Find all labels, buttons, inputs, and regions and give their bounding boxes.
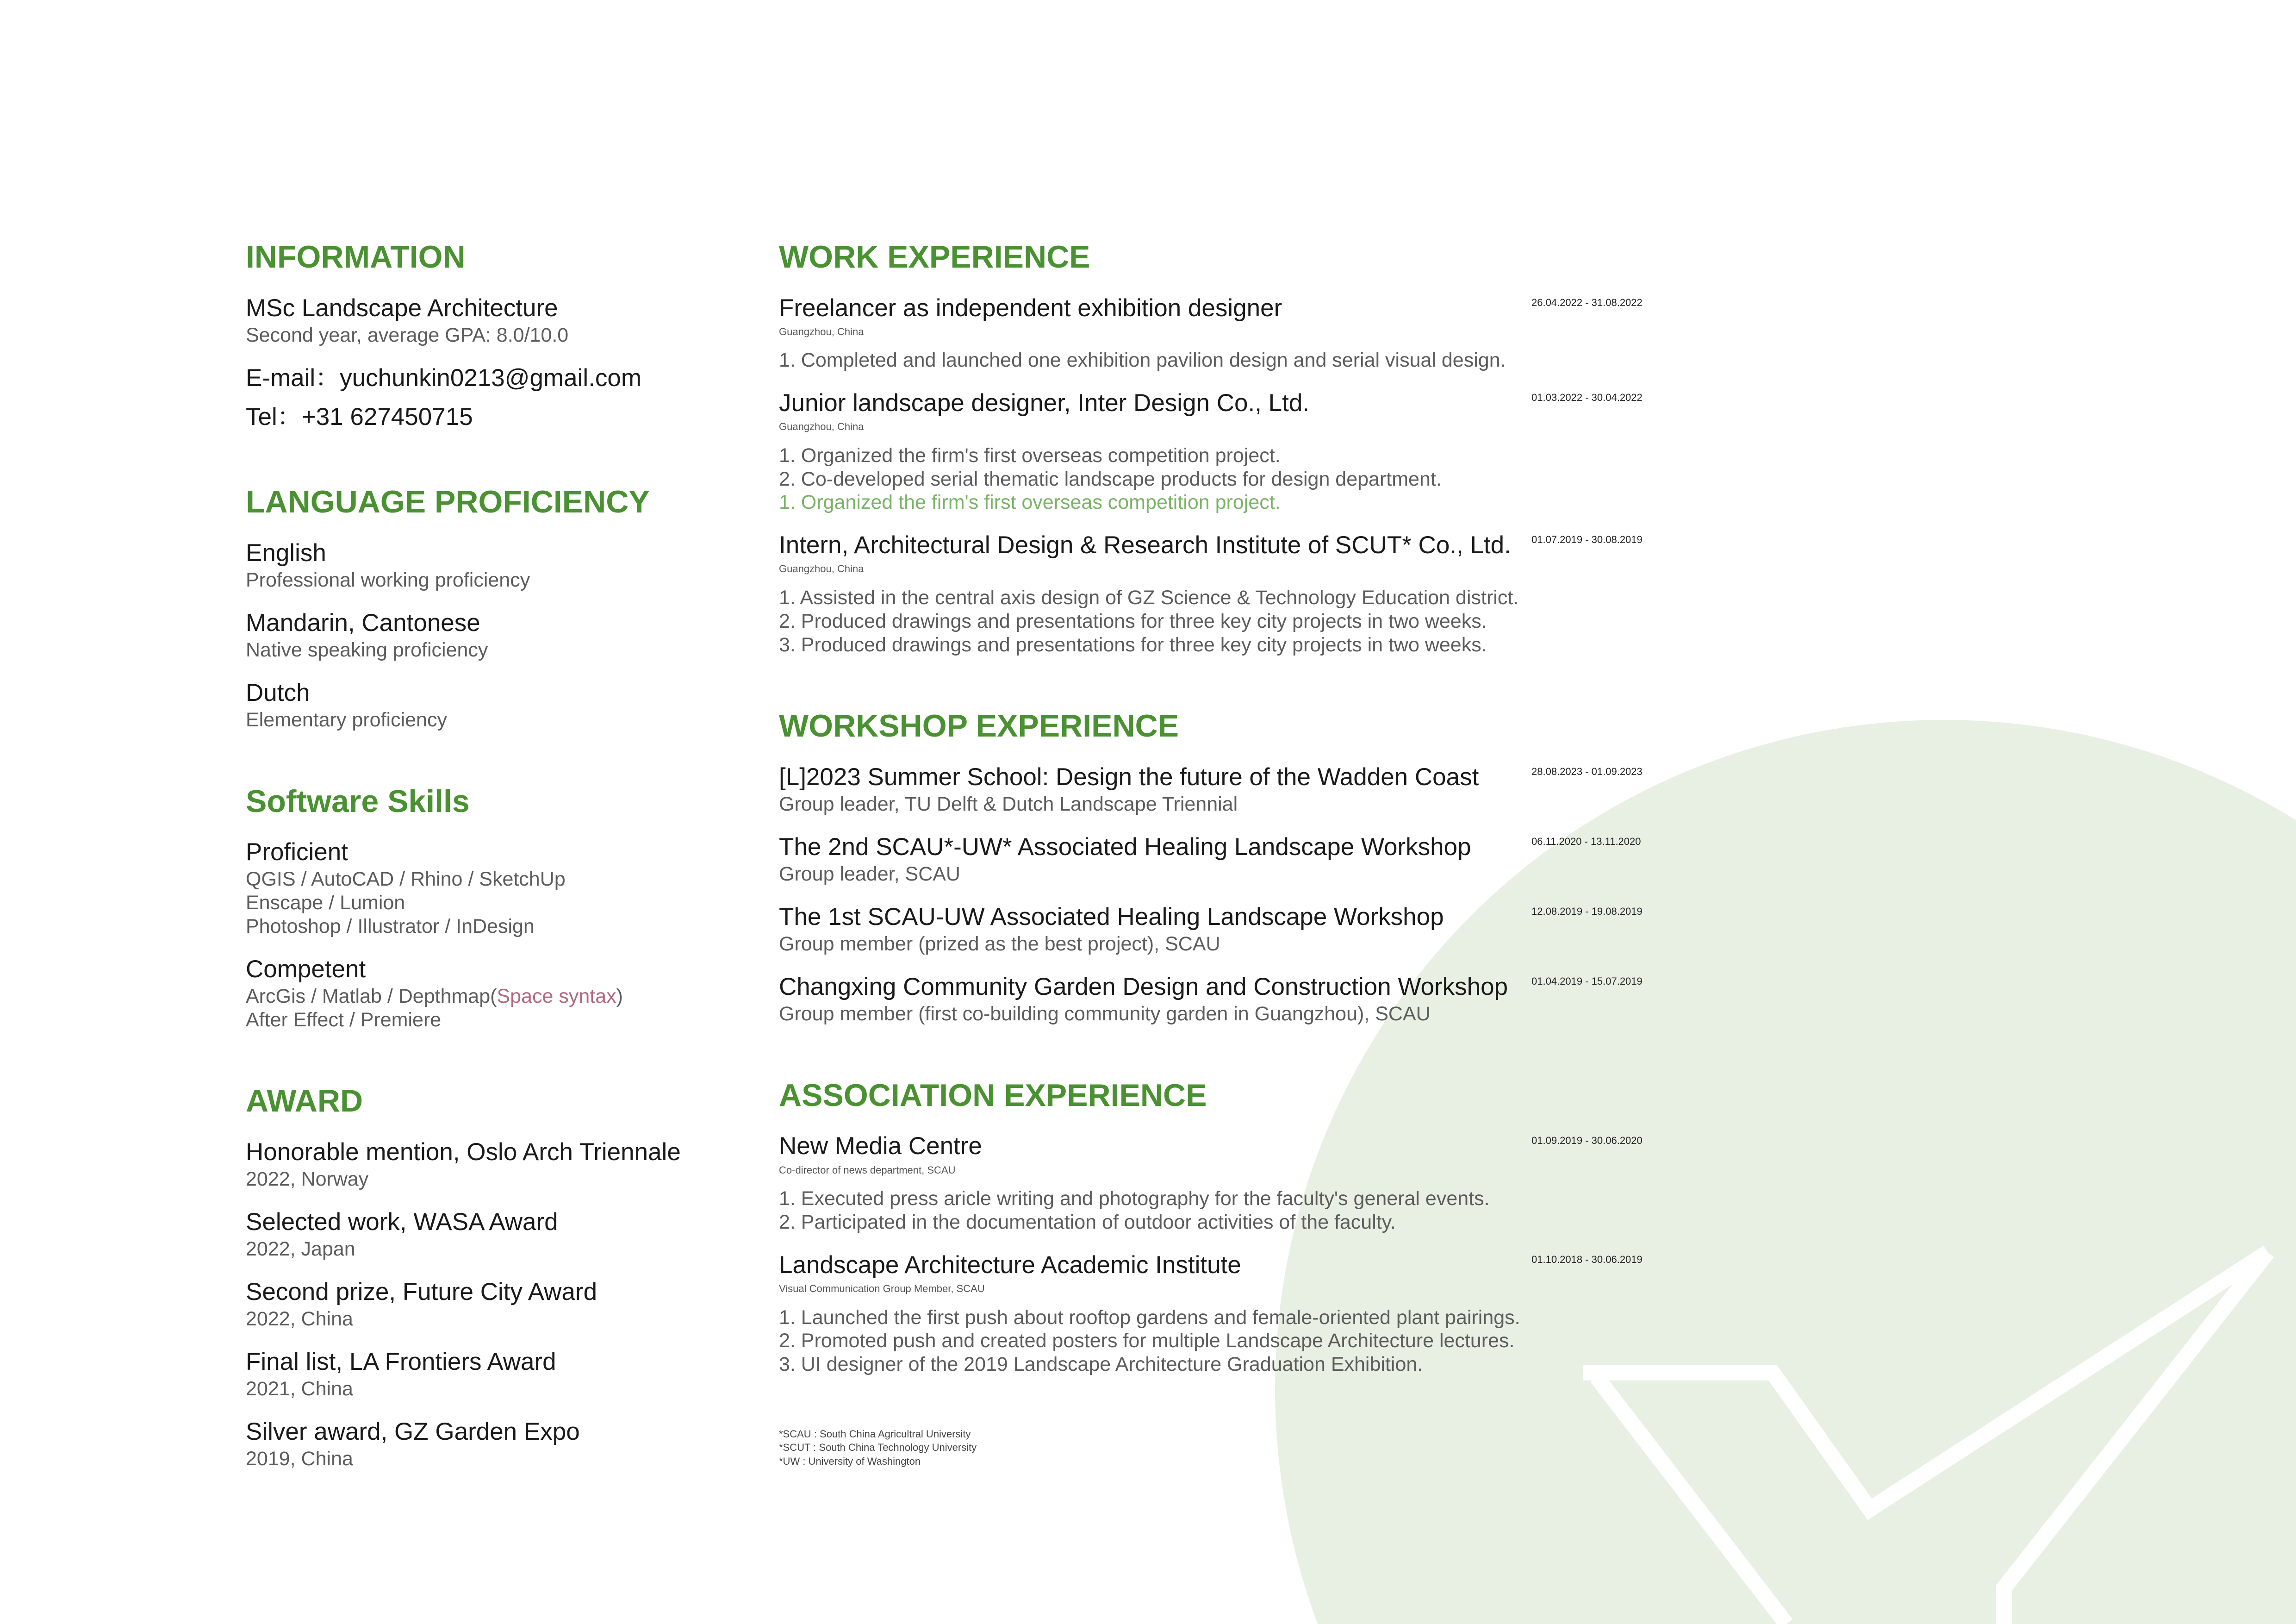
workshop-heading: WORKSHOP EXPERIENCE — [779, 708, 1179, 744]
award-detail: 2022, Japan — [246, 1238, 355, 1261]
work-heading: WORK EXPERIENCE — [779, 239, 1090, 275]
association-heading: ASSOCIATION EXPERIENCE — [779, 1077, 1207, 1113]
workshop-title: The 2nd SCAU*-UW* Associated Healing Landscape Workshop — [779, 833, 1471, 861]
award-heading: AWARD — [246, 1083, 363, 1119]
association-title: New Media Centre — [779, 1132, 982, 1160]
language-level: Elementary proficiency — [246, 708, 447, 731]
software-line: Photoshop / Illustrator / InDesign — [246, 915, 535, 937]
association-date: 01.09.2019 - 30.06.2020 — [1531, 1135, 1643, 1147]
competent-group — [246, 954, 746, 1032]
award-title: Final list, LA Frontiers Award — [246, 1348, 556, 1375]
award-item — [246, 1207, 746, 1261]
workshop-detail: Group leader, SCAU — [779, 863, 960, 886]
award-title: Silver award, GZ Garden Expo — [246, 1418, 580, 1445]
work-bullet: 2. Co-developed serial thematic landscape products for design department. — [779, 468, 1442, 490]
workshop-detail: Group member (first co-building community garden in Guangzhou), SCAU — [779, 1003, 1431, 1025]
work-location: Guangzhou, China — [779, 563, 864, 575]
workshop-detail: Group leader, TU Delft & Dutch Landscape Triennial — [779, 793, 1238, 816]
software-line: Enscape / Lumion — [246, 892, 405, 914]
workshop-title: Changxing Community Garden Design and Construction Workshop — [779, 973, 1508, 1000]
work-bullet: 1. Assisted in the central axis design of GZ Science & Technology Education district. — [779, 587, 1519, 609]
work-bullet: 2. Produced drawings and presentations for three key city projects in two weeks. — [779, 610, 1487, 632]
work-title: Intern, Architectural Design & Research Institute of SCUT* Co., Ltd. — [779, 531, 1511, 559]
work-date: 01.07.2019 - 30.08.2019 — [1531, 534, 1643, 546]
language-level: Professional working proficiency — [246, 568, 530, 591]
work-bullet: 3. Produced drawings and presentations for three key city projects in two weeks. — [779, 633, 1487, 656]
tel-item — [246, 402, 746, 432]
language-item — [246, 538, 746, 592]
work-section — [779, 238, 1658, 656]
footnote: *UW : University of Washington — [779, 1455, 921, 1468]
association-item — [779, 1131, 1658, 1234]
degree-item — [246, 293, 746, 347]
association-item — [779, 1250, 1658, 1376]
software-section — [246, 783, 746, 1032]
workshop-section — [779, 707, 1658, 1026]
workshop-item — [779, 832, 1658, 886]
footnotes — [779, 1427, 1658, 1468]
association-bullet: 2. Participated in the documentation of outdoor activities of the faculty. — [779, 1211, 1396, 1233]
proficient-group — [246, 837, 746, 938]
tel-text: Tel：+31 627450715 — [246, 403, 473, 431]
workshop-date: 28.08.2023 - 01.09.2023 — [1531, 765, 1643, 777]
work-item — [779, 530, 1658, 656]
association-role: Co-director of news department, SCAU — [779, 1164, 956, 1176]
language-name: Mandarin, Cantonese — [246, 609, 480, 637]
award-title: Selected work, WASA Award — [246, 1208, 558, 1236]
software-line: QGIS / AutoCAD / Rhino / SketchUp — [246, 868, 566, 891]
left-column — [246, 238, 746, 1487]
competent-label: Competent — [246, 955, 366, 983]
software-line: After Effect / Premiere — [246, 1008, 442, 1031]
software-line — [246, 985, 746, 1008]
workshop-date: 01.04.2019 - 15.07.2019 — [1531, 975, 1643, 987]
workshop-date: 06.11.2020 - 13.11.2020 — [1531, 835, 1641, 847]
language-heading: LANGUAGE PROFICIENCY — [246, 484, 650, 520]
footnote: *SCUT : South China Technology University — [779, 1442, 977, 1454]
work-item — [779, 388, 1658, 514]
language-level: Native speaking proficiency — [246, 638, 488, 661]
award-detail: 2019, China — [246, 1448, 353, 1470]
association-bullet: 2. Promoted push and created posters for multiple Landscape Architecture lectures. — [779, 1330, 1515, 1352]
language-section — [246, 483, 746, 732]
award-section — [246, 1082, 746, 1471]
work-location: Guangzhou, China — [779, 421, 864, 433]
software-line-suffix: ) — [616, 985, 623, 1007]
association-date: 01.10.2018 - 30.06.2019 — [1531, 1253, 1643, 1265]
workshop-item — [779, 762, 1658, 816]
work-bullet-highlight: 1. Organized the firm's first overseas competition project. — [779, 491, 1281, 514]
workshop-title: [L]2023 Summer School: Design the future of the Wadden Coast — [779, 763, 1479, 791]
award-detail: 2022, China — [246, 1308, 353, 1330]
information-section — [246, 238, 746, 432]
information-heading: INFORMATION — [246, 239, 466, 275]
association-section — [779, 1077, 1658, 1376]
award-title: Second prize, Future City Award — [246, 1278, 597, 1305]
language-item — [246, 678, 746, 732]
work-bullet: 1. Completed and launched one exhibition pavilion design and serial visual design. — [779, 349, 1506, 372]
degree-title: MSc Landscape Architecture — [246, 294, 558, 322]
association-title: Landscape Architecture Academic Institute — [779, 1251, 1241, 1279]
work-bullet: 1. Organized the firm's first overseas competition project. — [779, 444, 1281, 467]
award-item — [246, 1137, 746, 1191]
space-syntax-note: Space syntax — [497, 985, 616, 1007]
email-item — [246, 363, 746, 394]
workshop-item — [779, 972, 1658, 1026]
award-detail: 2022, Norway — [246, 1168, 369, 1191]
software-line-prefix: ArcGis / Matlab / Depthmap( — [246, 985, 497, 1007]
work-title: Freelancer as independent exhibition designer — [779, 294, 1282, 322]
work-title: Junior landscape designer, Inter Design Co., Ltd. — [779, 389, 1310, 417]
right-column — [779, 238, 1658, 1468]
work-date: 26.04.2022 - 31.08.2022 — [1531, 296, 1643, 308]
award-item — [246, 1417, 746, 1471]
association-bullet: 1. Executed press aricle writing and photography for the faculty's general events. — [779, 1187, 1490, 1210]
work-location: Guangzhou, China — [779, 325, 864, 337]
software-heading: Software Skills — [246, 783, 470, 819]
language-name: English — [246, 539, 326, 567]
association-bullet: 3. UI designer of the 2019 Landscape Architecture Graduation Exhibition. — [779, 1353, 1423, 1376]
email-text: E-mail：yuchunkin0213@gmail.com — [246, 364, 642, 392]
workshop-detail: Group member (prized as the best project), SCAU — [779, 933, 1220, 956]
work-item — [779, 293, 1658, 373]
association-role: Visual Communication Group Member, SCAU — [779, 1282, 985, 1294]
award-detail: 2021, China — [246, 1378, 353, 1400]
footnote: *SCAU : South China Agricultral University — [779, 1428, 971, 1440]
proficient-label: Proficient — [246, 838, 348, 866]
award-item — [246, 1277, 746, 1331]
language-name: Dutch — [246, 679, 310, 706]
workshop-title: The 1st SCAU-UW Associated Healing Landscape Workshop — [779, 903, 1444, 931]
award-title: Honorable mention, Oslo Arch Triennale — [246, 1138, 681, 1166]
award-item — [246, 1347, 746, 1401]
work-date: 01.03.2022 - 30.04.2022 — [1531, 392, 1643, 404]
language-item — [246, 608, 746, 662]
workshop-item — [779, 902, 1658, 956]
association-bullet: 1. Launched the first push about rooftop gardens and female-oriented plant pairings. — [779, 1306, 1520, 1329]
workshop-date: 12.08.2019 - 19.08.2019 — [1531, 905, 1643, 917]
degree-subtitle: Second year, average GPA: 8.0/10.0 — [246, 324, 569, 346]
